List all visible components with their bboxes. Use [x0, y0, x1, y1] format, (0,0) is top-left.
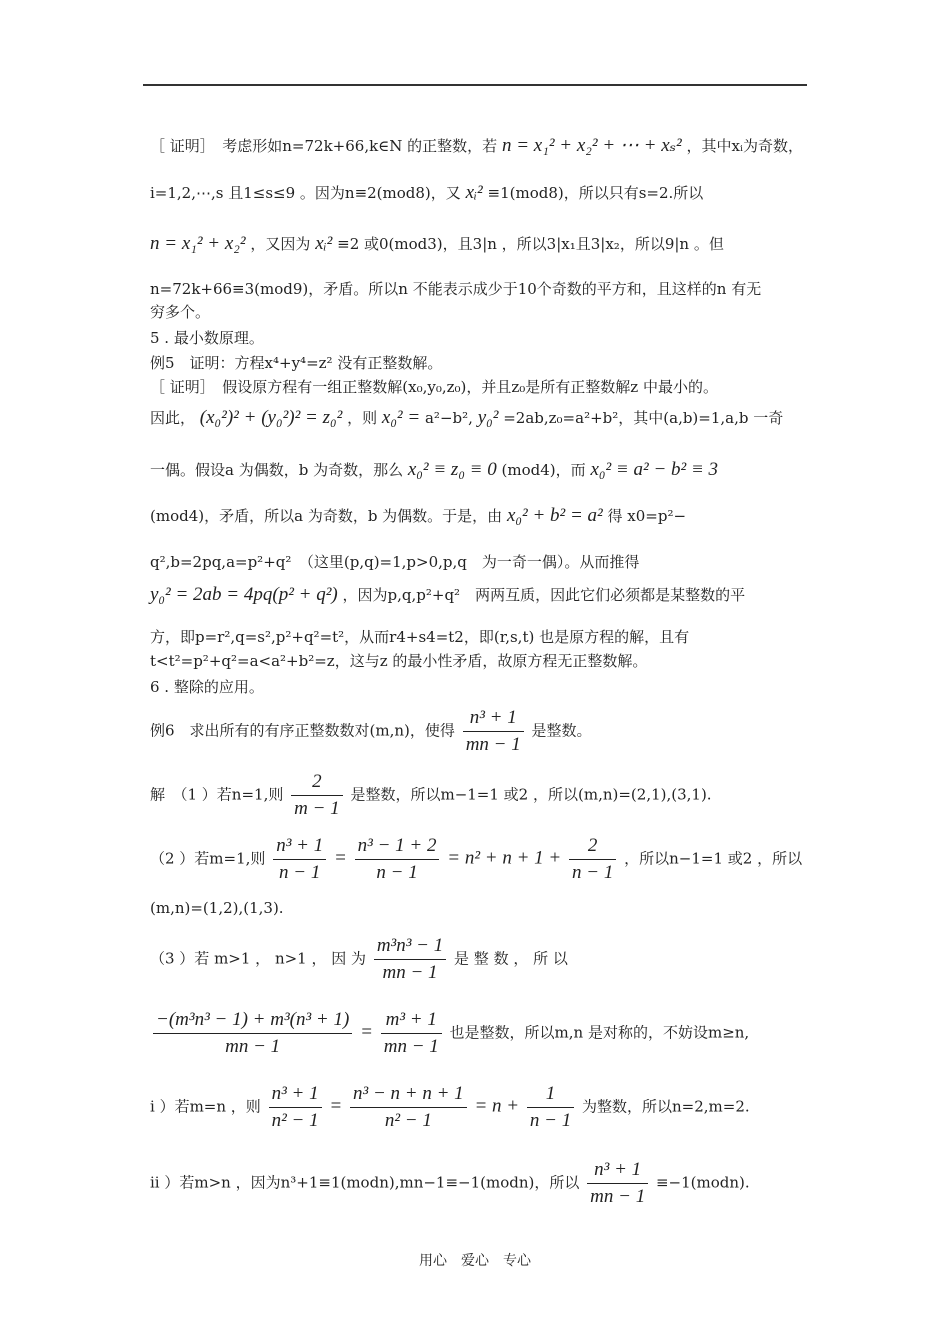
text: ii ）若m>n ，因为n³+1≡1(modn),mn−1≡−1(modn)，所以: [150, 1173, 580, 1192]
text: a²−b²,: [424, 409, 473, 427]
proof-line-9: [150, 408, 783, 428]
formula: y₀²: [477, 407, 499, 428]
fraction: [463, 708, 524, 755]
formula: n = x₁² + x₂²: [150, 233, 246, 254]
text: （2 ）若m=1,则: [150, 849, 266, 868]
formula: n = x₁² + x₂² + ⋯ + xₛ²: [501, 135, 682, 156]
text: 为整数，所以n=2,m=2.: [582, 1097, 750, 1116]
text: ≡1(mod8)，所以只有s=2.所以: [487, 184, 704, 202]
denominator: n² − 1: [271, 1110, 319, 1131]
denominator: n − 1: [572, 862, 614, 883]
text: 解 （1 ）若n=1,则: [150, 785, 284, 804]
text: ，又因为: [250, 235, 311, 253]
page-footer: 用心 爱心 专心: [419, 1253, 531, 1269]
text: 因此，: [150, 409, 196, 427]
section-heading-5: 5 . 最小数原理。: [150, 329, 264, 347]
formula: = n +: [474, 1095, 520, 1117]
fraction: [269, 1084, 322, 1131]
formula: (x₀²)² + (y₀²)² = z₀²: [199, 407, 343, 428]
section-heading-6: 6 . 整除的应用。: [150, 678, 264, 696]
fraction: [350, 1084, 467, 1131]
denominator: mn − 1: [465, 734, 521, 755]
formula: x₀² ≡ z₀ ≡ 0: [407, 459, 497, 480]
equals: =: [329, 1095, 343, 1117]
text: 是 整 数 ， 所 以: [454, 949, 568, 968]
proof-line-14: 方，即p=r²,q=s²,p²+q²=t²，从而r4+s4=t2，即(r,s,t) 也是原方程的解，且有: [150, 628, 690, 646]
text: 得 x0=p²−: [607, 507, 687, 525]
proof-line-11: [150, 506, 686, 526]
formula: = n² + n + 1 +: [447, 847, 562, 869]
text: i=1,2,⋯,s 且1≤s≤9 。因为n≡2(mod8)，又: [150, 184, 461, 202]
numerator: 1: [527, 1084, 574, 1108]
fraction: [355, 836, 440, 883]
denominator: mn − 1: [590, 1186, 646, 1207]
text: (mod4)，而: [501, 461, 586, 479]
text: 也是整数，所以m,n 是对称的，不妨设m≥n,: [449, 1023, 750, 1042]
text: （3 ）若 m>1 ， n>1 ， 因 为: [150, 949, 367, 968]
subcase-i: [150, 1084, 750, 1131]
solution-case-3: [150, 936, 568, 983]
fraction: [381, 1010, 442, 1057]
text: (mod4)，矛盾，所以a 为奇数，b 为偶数。于是，由: [150, 507, 503, 525]
numerator: 2: [291, 772, 343, 796]
formula: x₀² =: [381, 407, 421, 428]
text: 是整数。: [531, 721, 592, 740]
fraction: [569, 836, 616, 883]
fraction: [587, 1160, 648, 1207]
equals: =: [334, 847, 347, 869]
fraction: [153, 1010, 352, 1057]
solution-case-2: [150, 836, 802, 883]
denominator: m − 1: [294, 798, 340, 819]
proof-line-4: n=72k+66≡3(mod9)，矛盾。所以n 不能表示成少于10个奇数的平方和，且这样的n 有无: [150, 280, 762, 298]
solution-case-3-derivation: [150, 1010, 749, 1057]
proof-line-2: [150, 183, 703, 203]
fraction: [527, 1084, 574, 1131]
text: ［ 证明］ 考虑形如n=72k+66,k∈N 的正整数，若: [150, 137, 498, 155]
numerator: m³n³ − 1: [374, 936, 446, 960]
text: 例6 求出所有的有序正整数数对(m,n)，使得: [150, 721, 455, 740]
fraction: [291, 772, 343, 819]
formula: x₀² + b² = a²: [506, 505, 603, 526]
denominator: mn − 1: [225, 1036, 281, 1057]
text: =2ab,z₀=a²+b²，其中(a,b)=1,a,b 一奇: [503, 409, 784, 427]
equals: =: [360, 1021, 373, 1043]
text: ，因为p,q,p²+q² 两两互质，因此它们必须都是某整数的平: [342, 586, 746, 604]
proof-line-12: q²,b=2pq,a=p²+q² （这里(p,q)=1,p>0,p,q 为一奇一偶）。从而推得: [150, 553, 640, 571]
formula: xᵢ²: [315, 233, 333, 254]
formula: y₀² = 2ab = 4pq(p² + q²): [150, 584, 338, 605]
fraction: [273, 836, 326, 883]
denominator: mn − 1: [383, 1036, 439, 1057]
example-5: 例5 证明：方程x⁴+y⁴=z² 没有正整数解。: [150, 354, 443, 372]
numerator: n³ − 1 + 2: [355, 836, 440, 860]
text: ，则: [347, 409, 378, 427]
header-rule: [143, 84, 807, 86]
text: ≡−1(modn).: [655, 1173, 750, 1192]
proof-line-10: [150, 460, 718, 480]
proof-line-1: [150, 136, 803, 156]
formula: xᵢ²: [465, 182, 483, 203]
proof-line-3: [150, 234, 724, 254]
example-6: [150, 708, 592, 755]
numerator: n³ − n + n + 1: [350, 1084, 467, 1108]
solution-case-2-result: (m,n)=(1,2),(1,3).: [150, 899, 284, 917]
text: ≡2 或0(mod3)，且3|n ，所以3|x₁且3|x₂，所以9|n 。但: [337, 235, 724, 253]
denominator: n − 1: [376, 862, 418, 883]
denominator: n − 1: [529, 1110, 572, 1131]
numerator: n³ + 1: [463, 708, 524, 732]
solution-case-1: [150, 772, 712, 819]
text: i ）若m=n ，则: [150, 1097, 261, 1116]
numerator: n³ + 1: [273, 836, 326, 860]
proof-line-5: 穷多个。: [150, 303, 211, 321]
numerator: n³ + 1: [269, 1084, 322, 1108]
subcase-ii: [150, 1160, 750, 1207]
denominator: mn − 1: [382, 962, 438, 983]
formula: x₀² ≡ a² − b² ≡ 3: [590, 459, 719, 480]
text: ，其中xᵢ为奇数，: [686, 137, 804, 155]
numerator: m³ + 1: [381, 1010, 442, 1034]
proof-line-13: [150, 585, 745, 605]
text: ，所以n−1=1 或2 ，所以: [624, 849, 803, 868]
denominator: n² − 1: [384, 1110, 432, 1131]
proof-line-15: t<t²=p²+q²=a<a²+b²=z，这与z 的最小性矛盾，故原方程无正整数解。: [150, 652, 648, 670]
proof-start: ［ 证明］ 假设原方程有一组正整数解(x₀,y₀,z₀)，并且z₀是所有正整数解z 中最小的。: [150, 378, 718, 396]
numerator: −(m³n³ − 1) + m³(n³ + 1): [153, 1010, 352, 1034]
numerator: 2: [569, 836, 616, 860]
fraction: [374, 936, 446, 983]
text: 是整数，所以m−1=1 或2 ，所以(m,n)=(2,1),(3,1).: [350, 785, 712, 804]
text: 一偶。假设a 为偶数，b 为奇数，那么: [150, 461, 404, 479]
numerator: n³ + 1: [587, 1160, 648, 1184]
denominator: n − 1: [279, 862, 321, 883]
